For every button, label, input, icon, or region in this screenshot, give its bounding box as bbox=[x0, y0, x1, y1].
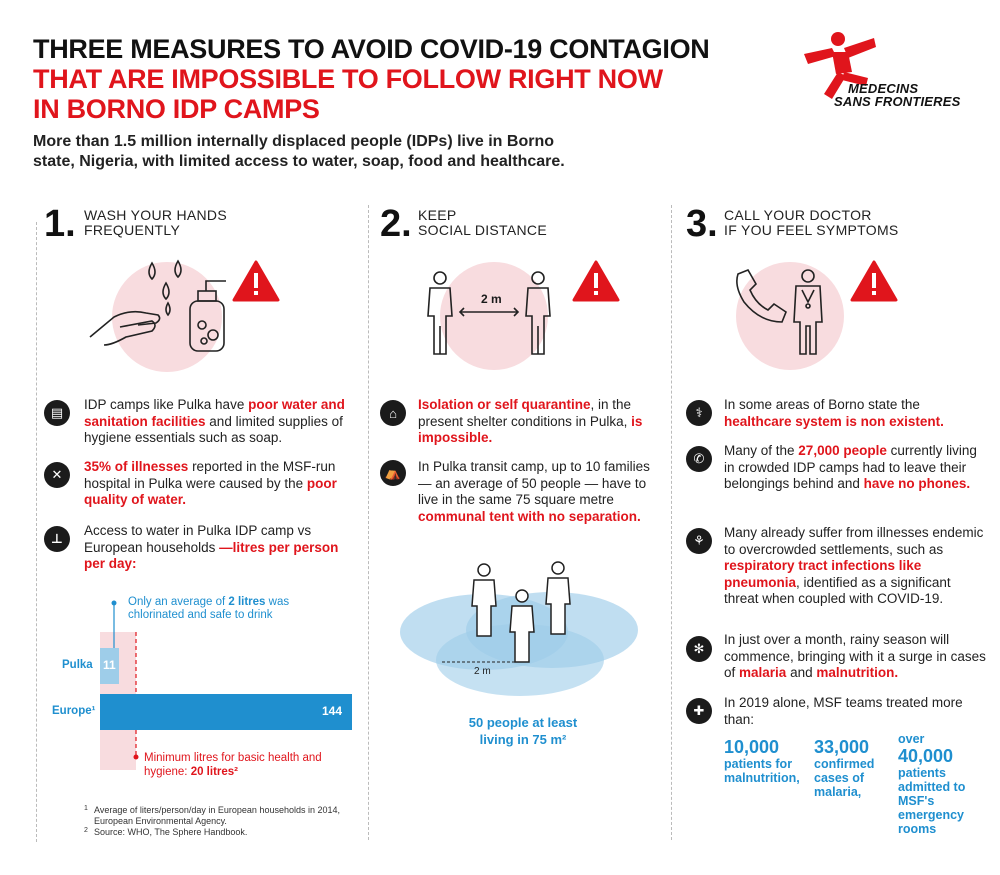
step-number: 2. bbox=[380, 203, 412, 245]
col2-bullet-1: Isolation or self quarantine, in the present shelter conditions in Pulka, is impossible. bbox=[418, 397, 643, 445]
col1-bullet-3: Access to water in Pulka IDP camp vs European households —litres per person per day: bbox=[84, 523, 339, 571]
bar-value: 11 bbox=[103, 658, 116, 672]
category-label: Europe¹ bbox=[52, 705, 96, 717]
step-number: 3. bbox=[686, 203, 718, 245]
warning-icon bbox=[572, 260, 620, 302]
mosquito-icon: ✻ bbox=[686, 636, 712, 662]
stat-malaria: 33,000 confirmed cases of malaria, bbox=[814, 737, 875, 799]
column-divider bbox=[368, 205, 369, 840]
bar-europe bbox=[100, 694, 352, 730]
sanitation-icon: ▤ bbox=[44, 400, 70, 426]
msf-logo-icon: ✚ bbox=[686, 698, 712, 724]
title-line-2: THAT ARE IMPOSSIBLE TO FOLLOW RIGHT NOW bbox=[33, 64, 663, 94]
title-line-1: THREE MEASURES TO AVOID COVID-19 CONTAGION bbox=[33, 34, 710, 64]
tap-icon: ⊥ bbox=[44, 526, 70, 552]
crowd-diagram bbox=[396, 552, 646, 702]
step-heading: KEEP bbox=[418, 207, 457, 223]
chlorinated-note: Only an average of 2 litres was chlorinated and safe to drink bbox=[128, 596, 290, 621]
column-divider bbox=[671, 205, 672, 840]
doctor-phone-icon bbox=[730, 266, 840, 362]
warning-icon bbox=[850, 260, 898, 302]
col1-bullet-2: 35% of illnesses reported in the MSF-run hospital in Pulka were caused by the poor quality of water. bbox=[84, 459, 337, 507]
col3-bullet-3: Many already suffer from illnesses endemic to overcrowded settlements, such as respiratory tract infections like pneumonia, identified as a significant threat when coupled with COVID-19. bbox=[724, 525, 984, 606]
tent-icon: ⛺ bbox=[380, 460, 406, 486]
lungs-icon: ⚘ bbox=[686, 528, 712, 554]
stat-emergency: over 40,000 patients admitted to MSF's emergency rooms bbox=[898, 732, 966, 836]
column-edge bbox=[36, 222, 37, 842]
subtitle: More than 1.5 million internally displaced people (IDPs) live in Borno state, Nigeria, with limited access to water, soap, food and healthcare. bbox=[33, 133, 565, 170]
step-heading: CALL YOUR DOCTOR bbox=[724, 207, 872, 223]
stat-malnutrition: 10,000 patients for malnutrition, bbox=[724, 737, 800, 785]
step-heading: WASH YOUR HANDS bbox=[84, 207, 227, 223]
col3-bullet-2: Many of the 27,000 people currently living in crowded IDP camps had to leave their belongings behind and have no phones. bbox=[724, 443, 977, 491]
step-heading: FREQUENTLY bbox=[84, 222, 181, 238]
bar-value: 144 bbox=[321, 704, 342, 718]
no-phone-icon: ✆ bbox=[686, 446, 712, 472]
footnote-1: 1 Average of liters/person/day in European households in 2014, European Environmental Agency. bbox=[84, 805, 341, 826]
col3-bullet-5: In 2019 alone, MSF teams treated more than: bbox=[724, 695, 963, 727]
stethoscope-icon: ⚕ bbox=[686, 400, 712, 426]
no-entry-home-icon: ⌂ bbox=[380, 400, 406, 426]
diagram-distance-label: 2 m bbox=[474, 666, 491, 677]
social-distance-icon bbox=[420, 266, 560, 362]
water-chart bbox=[0, 0, 1, 1]
col2-bullet-2: In Pulka transit camp, up to 10 families — an average of 50 people — have to live in the same 75 square metre communal tent with no separation. bbox=[418, 459, 650, 524]
col3-bullet-4: In just over a month, rainy season will commence, bringing with it a surge in cases of malaria and malnutrition. bbox=[724, 632, 986, 680]
minimum-note: Minimum litres for basic health and hygiene: 20 litres² bbox=[144, 752, 322, 778]
logo-line-1: MEDECINS bbox=[848, 81, 919, 96]
bar-pulka bbox=[100, 648, 119, 684]
step-number: 1. bbox=[44, 203, 76, 245]
category-label: Pulka bbox=[62, 659, 93, 671]
distance-label: 2 m bbox=[481, 292, 502, 306]
hand-washing-icon bbox=[86, 255, 246, 365]
col1-bullet-1: IDP camps like Pulka have poor water and sanitation facilities and limited supplies of hygiene essentials such as soap. bbox=[84, 397, 345, 445]
step-heading: IF YOU FEEL SYMPTOMS bbox=[724, 222, 899, 238]
msf-logo bbox=[798, 28, 978, 108]
logo-line-2: SANS FRONTIERES bbox=[834, 94, 961, 109]
footnote-2: 2 Source: WHO, The Sphere Handbook. bbox=[84, 827, 248, 837]
warning-icon bbox=[232, 260, 280, 302]
title-line-3: IN BORNO IDP CAMPS bbox=[33, 94, 320, 124]
crowd-caption: 50 people at least living in 75 m² bbox=[468, 715, 578, 747]
water-icon: ✕ bbox=[44, 462, 70, 488]
col3-bullet-1: In some areas of Borno state the healthcare system is non existent. bbox=[724, 397, 944, 429]
step-heading: SOCIAL DISTANCE bbox=[418, 222, 547, 238]
